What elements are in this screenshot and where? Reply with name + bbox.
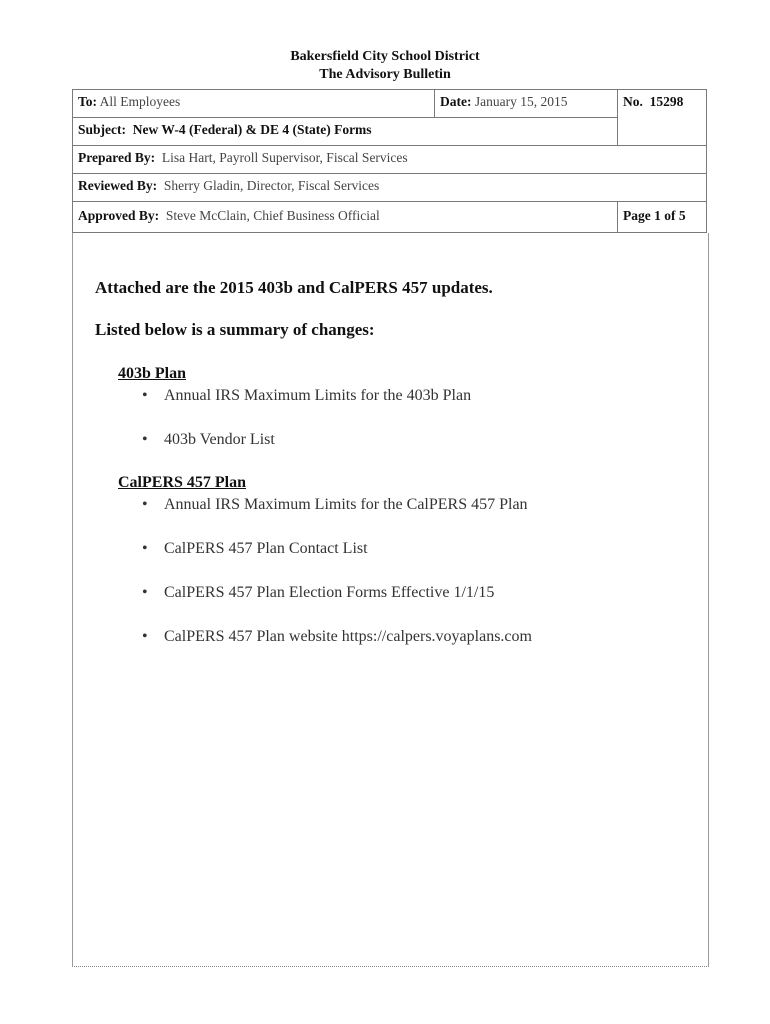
subject-field: Subject: New W-4 (Federal) & DE 4 (State) Forms: [78, 122, 372, 137]
approved-by-field: Approved By: Steve McClain, Chief Business Official: [78, 208, 380, 223]
list-item: • CalPERS 457 Plan website https://calpers.voyaplans.com: [142, 628, 532, 645]
memo-header-table: [72, 89, 707, 233]
prepared-by-field: Prepared By: Lisa Hart, Payroll Supervisor, Fiscal Services: [78, 150, 408, 165]
list-item: • Annual IRS Maximum Limits for the 403b Plan: [142, 387, 472, 404]
list-item: • Annual IRS Maximum Limits for the CalPERS 457 Plan: [142, 496, 528, 513]
summary-heading: Listed below is a summary of changes:: [95, 320, 375, 339]
bulletin-number: No. 15298: [623, 94, 684, 109]
district-name: Bakersfield City School District: [290, 49, 480, 64]
section-title-403b: 403b Plan: [118, 365, 187, 382]
section-title-calpers: CalPERS 457 Plan: [118, 474, 247, 491]
to-field: To: All Employees: [78, 94, 181, 109]
reviewed-by-field: Reviewed By: Sherry Gladin, Director, Fiscal Services: [78, 178, 380, 193]
intro-heading: Attached are the 2015 403b and CalPERS 457 updates.: [95, 278, 493, 297]
list-item: • 403b Vendor List: [142, 431, 275, 448]
page-indicator: Page 1 of 5: [623, 208, 686, 223]
bulletin-title: The Advisory Bulletin: [319, 67, 451, 82]
date-field: Date: January 15, 2015: [440, 94, 568, 109]
list-item: • CalPERS 457 Plan Election Forms Effective 1/1/15: [142, 584, 495, 601]
list-item: • CalPERS 457 Plan Contact List: [142, 540, 368, 557]
